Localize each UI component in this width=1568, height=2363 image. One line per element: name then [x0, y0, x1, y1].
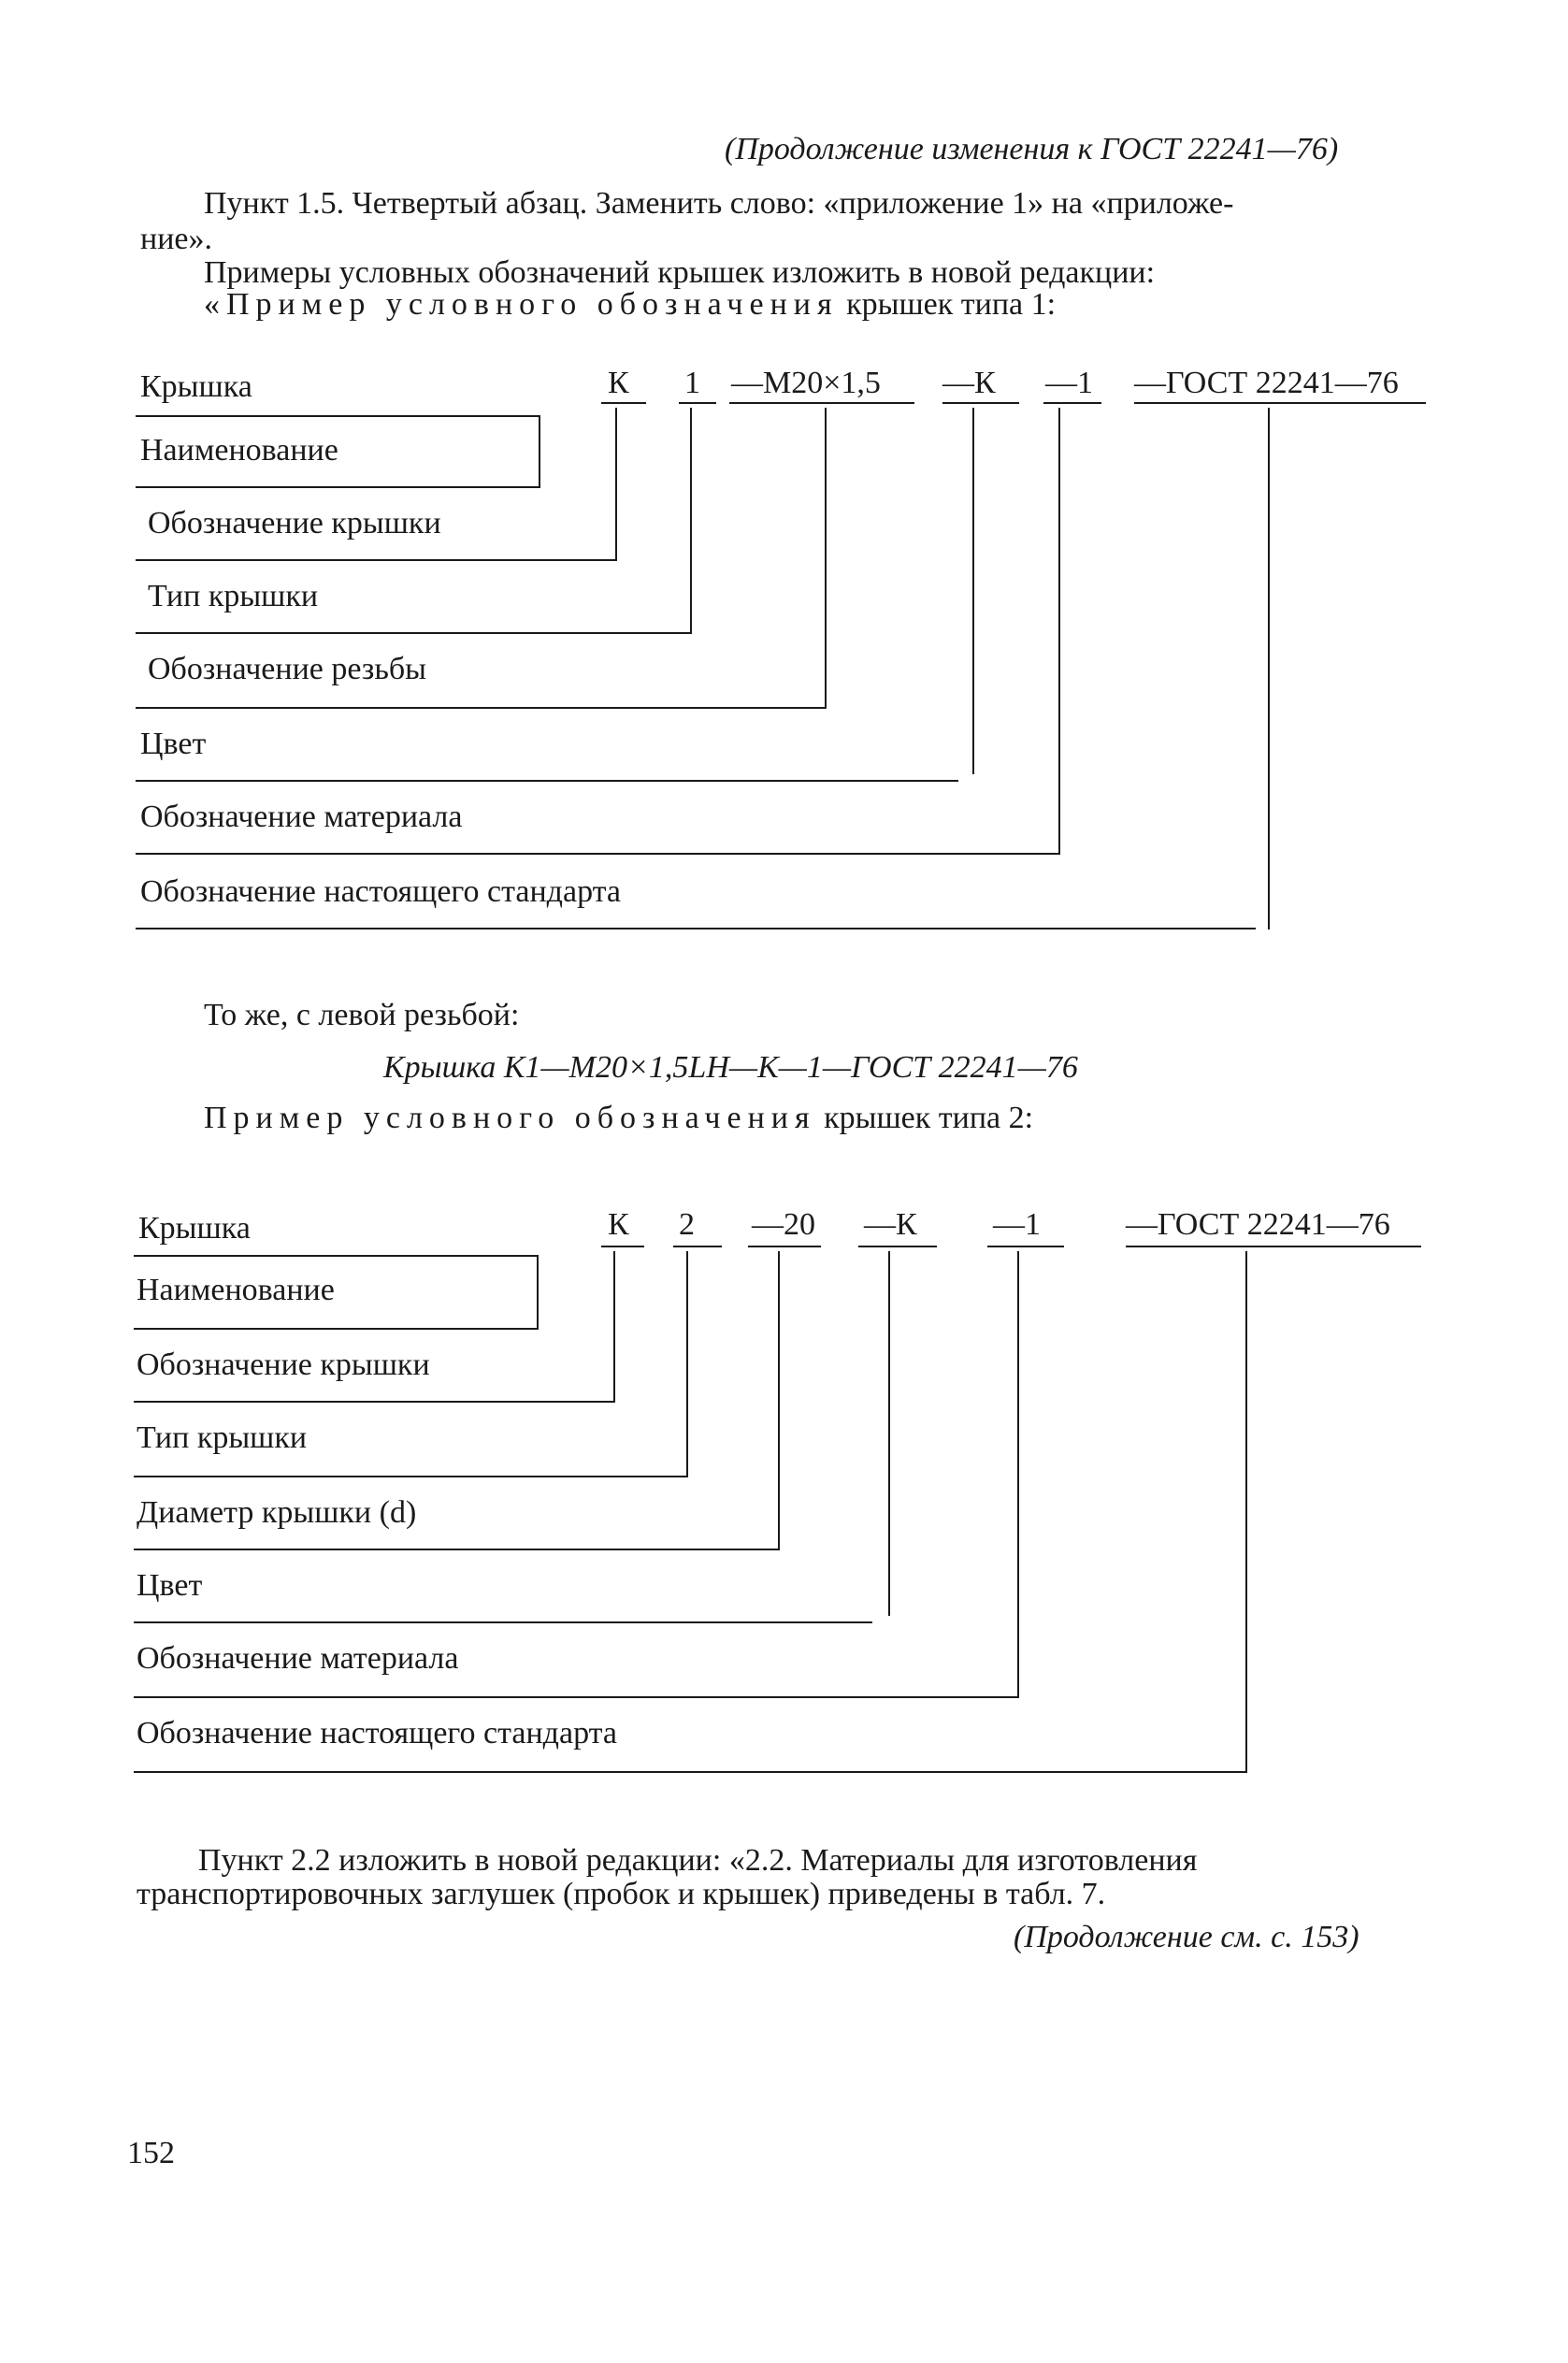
- diagram1-underline-c5: [1043, 402, 1101, 404]
- left-thread-caption: То же, с левой резьбой:: [204, 998, 520, 1032]
- diagram2-underline-c6: [1126, 1246, 1421, 1247]
- footer-line-2: транспортировочных заглушек (пробок и крышек) приведены в табл. 7.: [137, 1877, 1106, 1911]
- diagram1-leader-h5: [136, 780, 958, 782]
- diagram2-leader-h7: [134, 1771, 1246, 1773]
- footer-line-1: Пункт 2.2 изложить в новой редакции: «2.2. Материалы для изготовления: [198, 1843, 1198, 1878]
- diagram2-underline-c2: [673, 1246, 722, 1247]
- diagram2-row-7: Обозначение настоящего стандарта: [137, 1716, 617, 1751]
- diagram1-head-c2: 1: [684, 366, 700, 400]
- diagram2-row-3: Тип крышки: [137, 1420, 308, 1455]
- diagram2-head-c2: 2: [679, 1207, 695, 1242]
- diagram2-row-5: Цвет: [137, 1568, 203, 1603]
- diagram2-leader-h4: [134, 1549, 779, 1550]
- diagram1-row-1: Наименование: [140, 433, 338, 468]
- diagram2-leader-h5: [134, 1621, 872, 1623]
- diagram2-underline-c5: [987, 1246, 1064, 1247]
- diagram2-head-c6: —ГОСТ 22241—76: [1126, 1207, 1390, 1242]
- diagram1-row-4: Обозначение резьбы: [148, 652, 426, 686]
- left-thread-example: Крышка К1—М20×1,5LH—К—1—ГОСТ 22241—76: [383, 1050, 1078, 1085]
- diagram1-leader-h7: [136, 928, 1256, 929]
- diagram1-leader-h0: [136, 415, 539, 417]
- diagram1-underline-c6: [1134, 402, 1426, 404]
- diagram2-leader-h2: [134, 1401, 614, 1403]
- continuation-header: (Продолжение изменения к ГОСТ 22241—76): [725, 132, 1339, 166]
- diagram1-leader-h6: [136, 853, 1059, 855]
- diagram1-leader-v5: [972, 408, 974, 774]
- diagram1-row-7: Обозначение настоящего стандарта: [140, 874, 621, 909]
- diagram1-underline-c4: [942, 402, 1019, 404]
- diagram1-leader-h4: [136, 707, 826, 709]
- diagram2-head-c3: —20: [752, 1207, 815, 1242]
- diagram1-leader-v3: [690, 408, 692, 634]
- diagram1-leader-v4: [825, 408, 827, 709]
- intro-line-3: Примеры условных обозначений крышек изложить в новой редакции:: [204, 255, 1156, 290]
- diagram1-underline-c1: [601, 402, 646, 404]
- diagram1-leader-h2: [136, 559, 616, 561]
- intro-line-4-rest: крышек типа 1:: [846, 287, 1057, 322]
- diagram2-row-6: Обозначение материала: [137, 1641, 459, 1676]
- intro-line-4-spaced: «Пример условного обозначения: [204, 287, 839, 322]
- diagram1-underline-c2: [679, 402, 716, 404]
- diagram2-leader-v6: [1017, 1251, 1019, 1698]
- diagram2-row-2: Обозначение крышки: [137, 1347, 430, 1382]
- diagram2-leader-v5: [888, 1251, 890, 1616]
- footer-continuation: (Продолжение см. с. 153): [1014, 1920, 1359, 1954]
- page-number: 152: [127, 2136, 175, 2170]
- diagram1-leader-h1: [136, 486, 539, 488]
- diagram2-leader-h3: [134, 1476, 687, 1477]
- diagram1-head-c3: —М20×1,5: [731, 366, 881, 400]
- diagram1-leader-v6: [1058, 408, 1060, 855]
- type2-caption-rest: крышек типа 2:: [824, 1101, 1034, 1135]
- diagram1-head-c4: —К: [942, 366, 996, 400]
- diagram2-row-4: Диаметр крышки (d): [137, 1495, 417, 1530]
- diagram2-leader-v4: [778, 1251, 780, 1550]
- diagram1-row-5: Цвет: [140, 727, 207, 761]
- diagram1-leader-v7: [1268, 408, 1270, 929]
- type2-caption: [204, 1100, 1033, 1137]
- diagram2-underline-c1: [601, 1246, 644, 1247]
- diagram2-row-1: Наименование: [137, 1273, 335, 1307]
- diagram2-underline-c3: [748, 1246, 821, 1247]
- diagram2-leader-v1: [537, 1255, 539, 1330]
- diagram1-underline-c3: [729, 402, 914, 404]
- diagram2-head-name: Крышка: [138, 1211, 251, 1246]
- intro-line-1: Пункт 1.5. Четвертый абзац. Заменить слово: «приложение 1» на «приложе-: [204, 186, 1234, 221]
- type2-caption-spaced: Пример условного обозначения: [204, 1101, 816, 1135]
- diagram2-leader-v2: [613, 1251, 615, 1403]
- intro-line-2: ние».: [140, 222, 212, 256]
- intro-line-4: [204, 286, 1056, 324]
- diagram2-leader-v7: [1245, 1251, 1247, 1773]
- diagram1-leader-v2: [615, 408, 617, 561]
- diagram1-row-3: Тип крышки: [148, 579, 319, 613]
- diagram2-leader-h1: [134, 1328, 538, 1330]
- diagram1-leader-h3: [136, 632, 691, 634]
- diagram2-leader-h0: [134, 1255, 538, 1257]
- diagram2-head-c4: —К: [864, 1207, 917, 1242]
- diagram1-head-c1: К: [608, 366, 629, 400]
- diagram2-head-c5: —1: [993, 1207, 1041, 1242]
- diagram2-head-c1: К: [608, 1207, 629, 1242]
- diagram1-head-c6: —ГОСТ 22241—76: [1134, 366, 1399, 400]
- diagram2-leader-h6: [134, 1696, 1018, 1698]
- diagram1-leader-v1: [539, 415, 540, 488]
- diagram1-head-c5: —1: [1045, 366, 1093, 400]
- diagram1-row-6: Обозначение материала: [140, 800, 463, 834]
- diagram1-head-name: Крышка: [140, 369, 252, 404]
- diagram2-leader-v3: [686, 1251, 688, 1477]
- diagram2-underline-c4: [858, 1246, 937, 1247]
- diagram1-row-2: Обозначение крышки: [148, 506, 441, 540]
